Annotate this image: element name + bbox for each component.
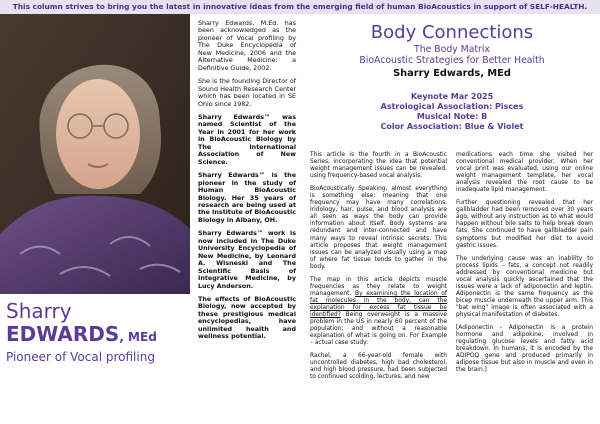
bio-paragraph: Sharry Edwards™ is the pioneer in the study of Human BioAcoustic Biology. Her 35 years of research are being used at the Institute of BioAcoustic Biology in Albany, OH.: [198, 172, 296, 224]
bio-paragraph: She is the founding Director of Sound Health Research Center which has been located in SE Ohio since 1982.: [198, 78, 296, 108]
article-column-1: [310, 152, 447, 387]
bio-paragraph: The effects of BioAcoustic Biology, now accepted by these prestigious medical encyclopedias, have unlimited health and wellness potential.: [198, 295, 296, 341]
article: [310, 14, 594, 381]
musical-note: Musical Note: B: [416, 112, 488, 121]
underlined-question: By examining the location of fat molecules in the body, can the explanation for excess fat tissue be identified?: [310, 290, 447, 318]
author-first-name: Sharry: [6, 299, 72, 323]
article-paragraph: medications each time she visited her conventional medical provider. When her vocal print was evaluated, using our online weight management template, her vocal analysis revealed the root cause to be inadequate lipid management.: [456, 152, 593, 194]
article-paragraph: BioAcoustically Speaking, almost everything is something else: meaning that one frequency may have many correlations. Iridology, hair, pulse, and blood analysis are all seen as ways the body can provide information about itself. Body systems are redundant and inter-connected and have many ways to reveal intrinsic secrets. This article proposes that weight management issues can be analyzed visually using a map of where fat tissue tends to gather in the body.: [310, 186, 447, 270]
article-paragraph: Rachel, a 66-year-old female with uncontrolled diabetes, high bad cholesterol, and high blood pressure, had been subjected to continued scolding, lectures, and new: [310, 353, 447, 381]
author-tagline: Pioneer of Vocal profiling: [6, 350, 155, 364]
bio-paragraph: Sharry Edwards™ work is now included in The Duke University Encyclopedia of New Medicine, by Leonard A. Wisneski and The Scientific Basis of Integrative Medicine, by Lucy Anderson.: [198, 230, 296, 290]
adiponectin-note: [Adiponectin - Adiponectin is a protein hormone and adipokine, involved in regulating glucose levels and fatty acid breakdown. In humans, it is encoded by the ADIPOQ gene and produced primarily in adipose tissue but also in muscle and even in the brain.]: [456, 325, 593, 374]
article-author: Sharry Edwards, MEd: [393, 68, 511, 79]
bio-column: [198, 20, 296, 347]
bio-paragraph: Sharry Edwards™ was named Scientist of the Year in 2001 for her work in BioAcoustic Biology by The International Association of New Science.: [198, 113, 296, 166]
article-paragraph: The underlying cause was an inability to process lipids – fats, a concept not readily addressed by conventional medicine but vocal analysis quickly ascertained that the issues were a lack of adiponectin and leptin. Adiponectin is the same frequency as the bicep muscle underneath the upper arm. This "bat wing" image is often associated with a physical manifestation of diabetes.: [456, 255, 593, 318]
color-association: Color Association: Blue & Violet: [380, 122, 524, 131]
article-column-2: [456, 152, 593, 380]
article-subtitle-2: BioAcoustic Strategies for Better Health: [359, 55, 545, 66]
keynote: Keynote Mar 2025: [410, 92, 494, 101]
astrological-association: Astrological Association: Pisces: [380, 102, 524, 111]
author-last-name: EDWARDS, MEd: [6, 322, 157, 346]
article-subtitle: The Body Matrix: [414, 44, 490, 55]
author-photo: [0, 14, 190, 294]
author-name-block: [0, 300, 190, 365]
article-paragraph: Further questioning revealed that her gallbladder had been removed over 30 years ago, without any instruction as to what would happen without bile salts to help break down fats. She continued to have gallbladder pain symptoms but modified her diet to avoid gastric issues.: [456, 200, 593, 249]
article-title: Body Connections: [370, 22, 534, 43]
bio-paragraph: Sharry Edwards, M.Ed. has been acknowledged as the pioneer of Vocal profiling by The Duke Encyclopedia of New Medicine, 2006 and the Alternative Medicine: a Definitive Guide, 2002.: [198, 20, 296, 72]
article-paragraph: This article is the fourth in a BioAcoustic Series, incorporating the idea that potential weight management issues can be revealed, using frequency-based vocal analysis.: [310, 152, 447, 180]
article-paragraph: The map in this article depicts muscle frequencies as they relate to weight management. By examining the location of fat molecules in the body, can the explanation for excess fat tissue be identified? Being overweight is a massive problem in the US in nearly 60 percent of the population; and without a reasonable explanation of what is going on. For Example – actual case study:: [310, 276, 447, 347]
top-banner: This column strives to bring you the latest in innovative ideas from the emerging field of human BioAcoustics in support of SELF-HEALTH.: [0, 0, 600, 14]
